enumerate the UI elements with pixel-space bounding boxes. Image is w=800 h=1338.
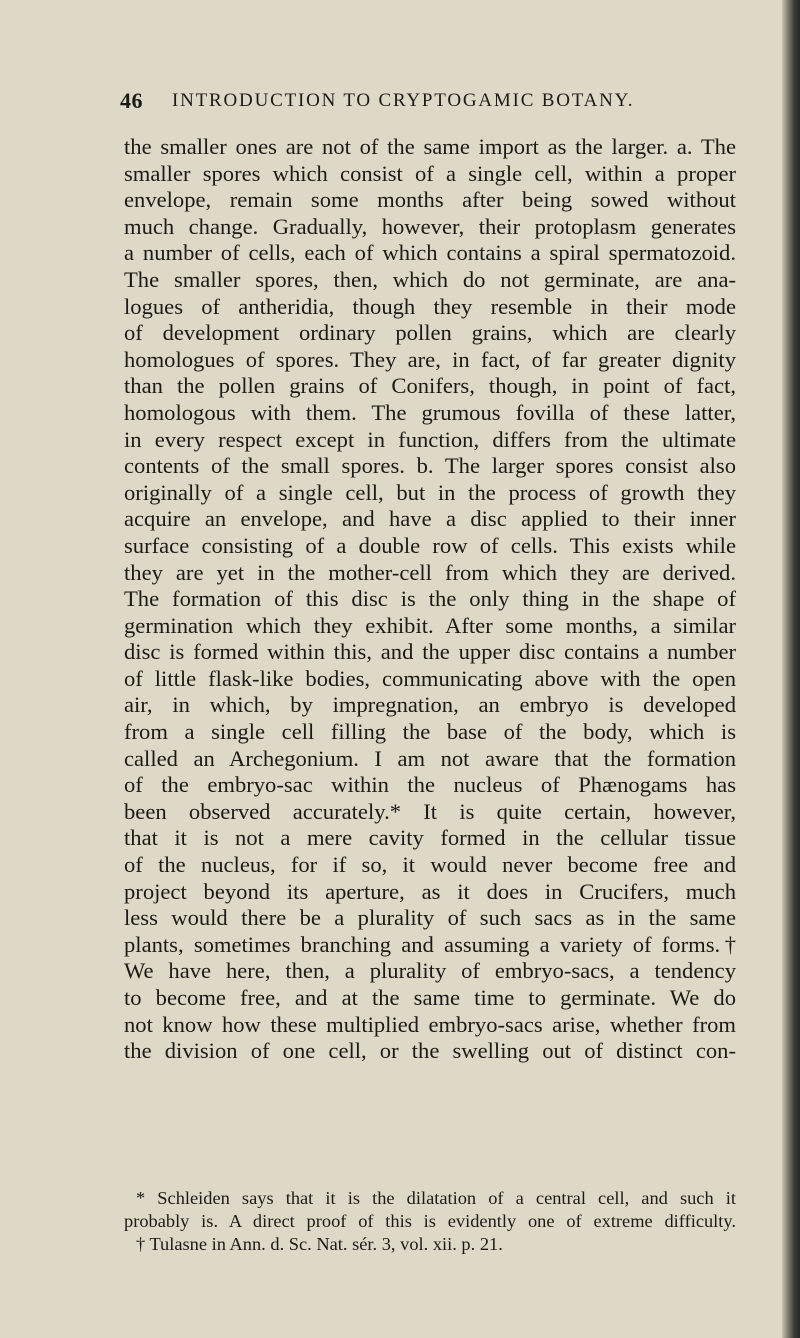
text-line: from a single cell filling the base of the body, which is xyxy=(124,719,736,745)
text-line: to become free, and at the same time to germinate. We do xyxy=(124,985,736,1010)
text-line: The smaller spores, then, which do not germinate, are ana- xyxy=(124,266,736,292)
text-line: the division of one cell, or the swelling out of distinct con- xyxy=(124,1038,736,1064)
text-line: envelope, remain some months after being sowed without xyxy=(124,187,736,213)
text-line: of the embryo-sac within the nucleus of Phænogams has xyxy=(124,772,736,798)
text-line: much change. Gradually, however, their protoplasm generates xyxy=(124,213,736,239)
page-number: 46 xyxy=(120,88,143,113)
text-line: contents of the small spores. b. The larger spores consist also xyxy=(124,453,736,479)
text-line: they are yet in the mother-cell from which they are derived. xyxy=(124,559,736,585)
text-line: been observed accurately.* It is quite certain, however, xyxy=(124,798,736,824)
text-line: acquire an envelope, and have a disc applied to their inner xyxy=(124,506,736,532)
text-line: less would there be a plurality of such sacs as in the same xyxy=(124,905,736,931)
text-line: air, in which, by impregnation, an embryo is developed xyxy=(124,692,736,718)
text-line: in every respect except in function, differs from the ultimate xyxy=(124,426,736,452)
text-line: called an Archegonium. I am not aware that the formation xyxy=(124,745,736,771)
text-line: homologues of spores. They are, in fact, of far greater dignity xyxy=(124,346,736,372)
text-line: of the nucleus, for if so, it would never become free and xyxy=(124,852,736,878)
text-line: germination which they exhibit. After some months, a similar xyxy=(124,612,736,638)
text-line: project beyond its aperture, as it does in Crucifers, much xyxy=(124,878,736,904)
text-line: the smaller ones are not of the same import as the larger. a. The xyxy=(124,134,736,159)
text-line: logues of antheridia, though they resemble in their mode xyxy=(124,293,736,319)
footnote-line: probably is. A direct proof of this is evidently one of extreme difficulty. xyxy=(124,1211,736,1231)
text-line: smaller spores which consist of a single cell, within a proper xyxy=(124,160,736,186)
running-head: INTRODUCTION TO CRYPTOGAMIC BOTANY. xyxy=(172,90,635,111)
text-line: that it is not a mere cavity formed in the cellular tissue xyxy=(124,825,736,851)
text-line: originally of a single cell, but in the process of growth they xyxy=(124,479,736,505)
text-line: plants, sometimes branching and assuming a variety of forms.† xyxy=(124,931,736,957)
body-text xyxy=(124,134,736,1065)
text-line: of little flask-like bodies, communicating above with the open xyxy=(124,665,736,691)
page-header xyxy=(120,88,740,124)
footnote-line: * Schleiden says that it is the dilatation of a central cell, and such it xyxy=(136,1188,736,1208)
text-line: The formation of this disc is the only thing in the shape of xyxy=(124,586,736,612)
book-binding-edge xyxy=(782,0,800,1338)
text-line: surface consisting of a double row of cells. This exists while xyxy=(124,532,736,558)
footnote-line: † Tulasne in Ann. d. Sc. Nat. sér. 3, vol. xii. p. 21. xyxy=(136,1234,503,1254)
text-line: a number of cells, each of which contains a spiral spermatozoid. xyxy=(124,240,736,266)
text-line: not know how these multiplied embryo-sacs arise, whether from xyxy=(124,1011,736,1037)
text-line: homologous with them. The grumous fovilla of these latter, xyxy=(124,399,736,425)
text-line: than the pollen grains of Conifers, though, in point of fact, xyxy=(124,373,736,399)
text-line: disc is formed within this, and the upper disc contains a number xyxy=(124,639,736,665)
footnotes xyxy=(124,1187,736,1256)
text-line: of development ordinary pollen grains, which are clearly xyxy=(124,320,736,346)
text-line: We have here, then, a plurality of embryo-sacs, a tendency xyxy=(124,958,736,984)
